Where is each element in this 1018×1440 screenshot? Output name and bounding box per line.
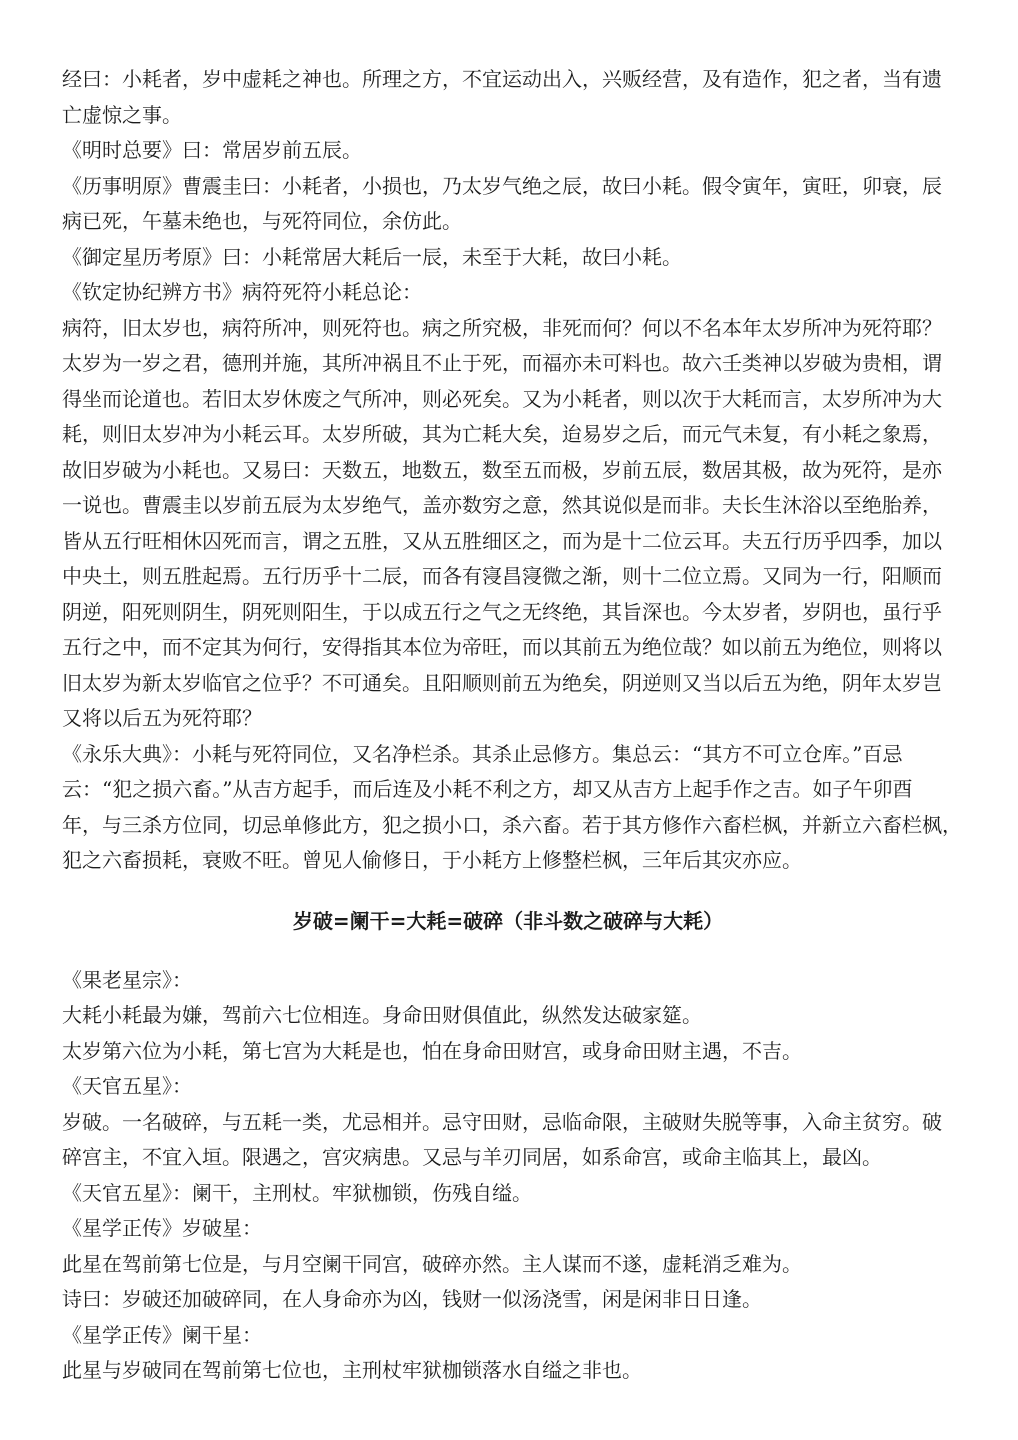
text-line: 病符，旧太岁也，病符所冲，则死符也。病之所究极，非死而何？何以不名本年太岁所冲为死符耶？ — [62, 315, 942, 340]
text-line: 亡虚惊之事。 — [62, 102, 182, 127]
text-line: 耗，则旧太岁冲为小耗云耳。太岁所破，其为亡耗大矣，迨易岁之后，而元气未复，有小耗之象焉， — [62, 422, 942, 446]
text-line: 《历事明原》曹震圭曰：小耗者，小损也，乃太岁气绝之辰，故曰小耗。假令寅年，寅旺，卯衰，辰 — [62, 173, 942, 198]
text-line: 太岁为一岁之君，德刑并施，其所冲祸且不止于死，而福亦未可料也。故六壬类神以岁破为贵相，谓 — [62, 351, 942, 375]
text-line: 岁破。一名破碎，与五耗一类，尤忌相并。忌守田财，忌临命限，主破财失脱等事，入命主贫穷。破 — [62, 1109, 942, 1134]
text-line: 《天官五星》：阑干，主刑杖。牢狱枷锁，伤残自缢。 — [62, 1180, 532, 1205]
text-line: 《永乐大典》：小耗与死符同位，又名净栏杀。其杀止忌修方。集总云：“其方不可立仓库。”百忌 — [62, 741, 903, 766]
text-line: 《御定星历考原》曰：小耗常居大耗后一辰，未至于大耗，故曰小耗。 — [62, 244, 682, 269]
text-line: 《天官五星》： — [62, 1074, 192, 1098]
text-line: 又将以后五为死符耶？ — [62, 706, 262, 730]
text-line: 五行之中，而不定其为何行，安得指其本位为帝旺，而以其前五为绝位哉？如以前五为绝位，则将以 — [62, 635, 942, 659]
text-line: 此星与岁破同在驾前第七位也，主刑杖牢狱枷锁落水自缢之非也。 — [62, 1358, 642, 1382]
text-line: 云：“犯之损六畜。”从吉方起手，而后连及小耗不利之方，却又从吉方上起手作之吉。如子午卯酉 — [62, 777, 913, 801]
text-line: 太岁第六位为小耗，第七宫为大耗是也，怕在身命田财宫，或身命田财主遇，不吉。 — [62, 1038, 802, 1063]
text-line: 《星学正传》岁破星： — [62, 1216, 262, 1240]
text-line: 病已死，午墓未绝也，与死符同位，余仿此。 — [62, 209, 462, 233]
text-line: 《星学正传》阑干星： — [62, 1322, 262, 1347]
text-line: 年，与三杀方位同，切忌单修此方，犯之损小口，杀六畜。若于其方修作六畜栏枫，并新立六畜栏枫， — [62, 812, 962, 837]
text-line: 经曰：小耗者，岁中虚耗之神也。所理之方，不宜运动出入，兴贩经营，及有造作，犯之者，当有遗 — [62, 67, 942, 91]
text-line: 《明时总要》曰：常居岁前五辰。 — [62, 138, 362, 162]
text-line: 皆从五行旺相休囚死而言，谓之五胜，又从五胜细区之，而为是十二位云耳。夫五行历乎四季，加以 — [62, 528, 942, 553]
text-line: 旧太岁为新太岁临官之位乎？不可通矣。且阳顺则前五为绝矣，阴逆则又当以后五为绝，阴年太岁岂 — [62, 670, 942, 695]
section-xiaohao — [62, 62, 962, 879]
text-line: 碎宫主，不宜入垣。限遇之，宫灾病患。又忌与羊刃同居，如系命宫，或命主临其上，最凶。 — [62, 1145, 882, 1169]
text-line: 《钦定协纪辨方书》病符死符小耗总论： — [62, 280, 422, 304]
text-line: 一说也。曹震圭以岁前五辰为太岁绝气，盖亦数穷之意，然其说似是而非。夫长生沐浴以至绝胎养， — [62, 493, 942, 517]
text-line: 中央土，则五胜起焉。五行历乎十二辰，而各有寖昌寖微之渐，则十二位立焉。又同为一行，阳顺而 — [62, 564, 942, 588]
text-line: 《果老星宗》： — [62, 967, 192, 992]
section-heading: 岁破=阑干=大耗=破碎（非斗数之破碎与大耗） — [292, 908, 724, 933]
text-line: 大耗小耗最为嫌，驾前六七位相连。身命田财俱值此，纵然发达破家筵。 — [62, 1003, 702, 1027]
text-line: 诗曰：岁破还加破碎同，在人身命亦为凶，钱财一似汤浇雪，闲是闲非日日逢。 — [62, 1287, 762, 1311]
text-line: 阴逆，阳死则阴生，阴死则阳生，于以成五行之气之无终绝，其旨深也。今太岁者，岁阴也，虽行乎 — [62, 599, 942, 624]
text-line: 犯之六畜损耗，衰败不旺。曾见人偷修日，于小耗方上修整栏枫，三年后其灾亦应。 — [62, 848, 802, 872]
text-line: 得坐而论道也。若旧太岁休废之气所冲，则必死矣。又为小耗者，则以次于大耗而言，太岁所冲为大 — [62, 386, 942, 411]
text-line: 故旧岁破为小耗也。又易曰：天数五，地数五，数至五而极，岁前五辰，数居其极，故为死符，是亦 — [62, 457, 942, 482]
text-line: 此星在驾前第七位是，与月空阑干同宫，破碎亦然。主人谋而不遂，虚耗消乏难为。 — [62, 1251, 802, 1276]
section-suipo — [62, 963, 962, 1389]
